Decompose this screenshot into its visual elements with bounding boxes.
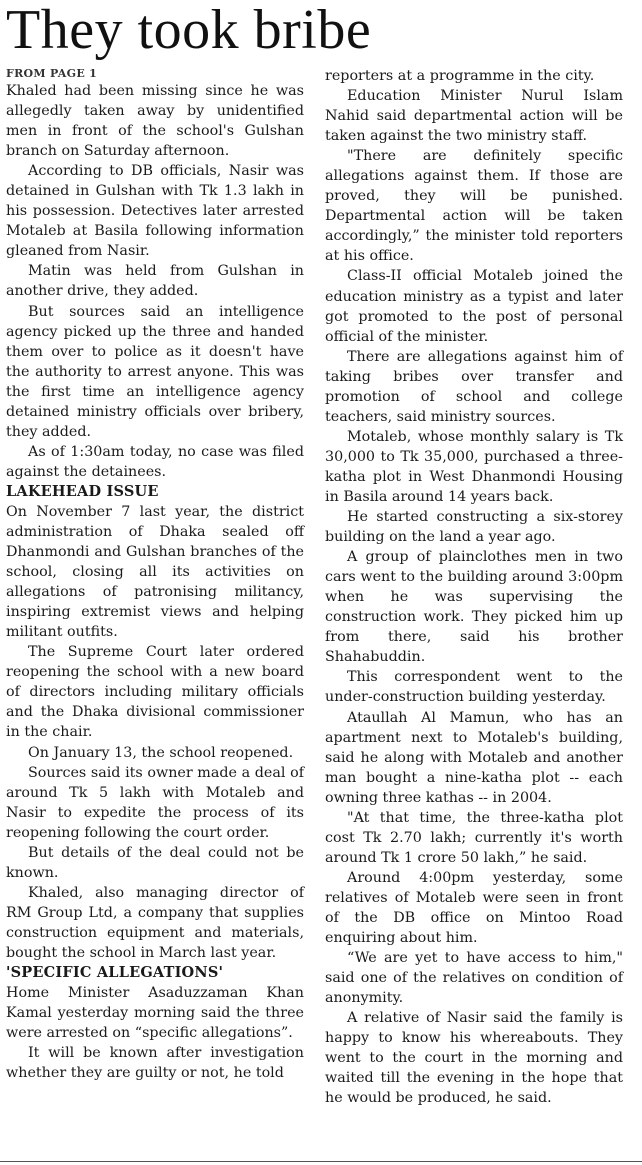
article-paragraph: But sources said an intelligence agency picked up the three and handed them over to police as it doesn't have the authority to arrest anyone. This was the first time an intelligence agency detained ministry officials over bribery, they added. bbox=[6, 303, 304, 440]
article-paragraph: As of 1:30am today, no case was filed against the detainees. bbox=[6, 443, 304, 480]
article-paragraph: Class-II official Motaleb joined the education ministry as a typist and later got promoted to the post of personal official of the minister. bbox=[325, 268, 623, 345]
article-paragraph: There are allegations against him of taking bribes over transfer and promotion of school and college teachers, said ministry sources. bbox=[325, 348, 623, 425]
article-paragraph: Ataullah Al Mamun, who has an apartment next to Motaleb's building, said he along with Motaleb and another man bought a nine-katha plot -- each owning three kathas -- in 2004. bbox=[325, 709, 623, 806]
article-paragraph: "There are definitely specific allegations against them. If those are proved, they will be punished. Departmental action will be taken accordingly,” the minister told reporters at his office. bbox=[325, 148, 623, 265]
article-paragraph: According to DB officials, Nasir was detained in Gulshan with Tk 1.3 lakh in his possession. Detectives later arrested Motaleb at Basila following information gleaned from Nasir. bbox=[6, 163, 304, 260]
right-column bbox=[325, 66, 623, 1108]
headline: They took bribe bbox=[6, 0, 372, 61]
article-paragraph: Education Minister Nurul Islam Nahid said departmental action will be taken against the two ministry staff. bbox=[325, 88, 623, 145]
article-paragraph: A relative of Nasir said the family is happy to know his whereabouts. They went to the court in the morning and waited till the evening in the hope that he would be produced, he said. bbox=[325, 1010, 623, 1107]
article-paragraph: Khaled had been missing since he was allegedly taken away by unidentified men in front of the school's Gulshan branch on Saturday afternoon. bbox=[6, 83, 304, 160]
article-paragraph: A group of plainclothes men in two cars went to the building around 3:00pm when he was supervising the construction work. They picked him up from there, said his brother Shahabuddin. bbox=[325, 549, 623, 666]
article-paragraph: Motaleb, whose monthly salary is Tk 30,000 to Tk 35,000, purchased a three-katha plot in West Dhanmondi Housing in Basila around 14 years back. bbox=[325, 428, 623, 505]
article-paragraph: He started constructing a six-storey building on the land a year ago. bbox=[325, 509, 623, 546]
article-paragraph: It will be known after investigation whether they are guilty or not, he told bbox=[6, 1045, 304, 1082]
continued-from-kicker: FROM PAGE 1 bbox=[6, 67, 98, 80]
article-paragraph: Home Minister Asaduzzaman Khan Kamal yesterday morning said the three were arrested on “specific allegations”. bbox=[6, 985, 304, 1042]
bottom-rule bbox=[0, 1161, 642, 1162]
article-paragraph: Matin was held from Gulshan in another drive, they added. bbox=[6, 263, 304, 300]
section-subhead: 'SPECIFIC ALLEGATIONS' bbox=[6, 964, 224, 982]
left-column-body bbox=[6, 81, 304, 1083]
article-paragraph: On January 13, the school reopened. bbox=[28, 744, 294, 761]
article-paragraph: reporters at a programme in the city. bbox=[325, 68, 595, 84]
article-paragraph: Khaled, also managing director of RM Group Ltd, a company that supplies construction equipment and materials, bought the school in March last year. bbox=[6, 884, 304, 961]
article-paragraph: “We are yet to have access to him," said one of the relatives on condition of anonymity. bbox=[325, 950, 623, 1007]
section-subhead: LAKEHEAD ISSUE bbox=[6, 482, 159, 500]
article-paragraph: But details of the deal could not be known. bbox=[6, 844, 304, 881]
article-paragraph: Sources said its owner made a deal of around Tk 5 lakh with Motaleb and Nasir to expedite the process of its reopening following the court order. bbox=[6, 764, 304, 841]
article-paragraph: On November 7 last year, the district administration of Dhaka sealed off Dhanmondi and Gulshan branches of the school, closing all its activities on allegations of patronising militancy, inspiring extremist views and helping militant outfits. bbox=[6, 503, 304, 641]
article-paragraph: "At that time, the three-katha plot cost Tk 2.70 lakh; currently it's worth around Tk 1 crore 50 lakh,” he said. bbox=[325, 809, 623, 866]
right-column-body bbox=[325, 66, 623, 1108]
left-column bbox=[6, 66, 304, 1083]
article-paragraph: The Supreme Court later ordered reopening the school with a new board of directors including military officials and the Dhaka divisional commissioner in the chair. bbox=[6, 644, 304, 741]
article-paragraph: Around 4:00pm yesterday, some relatives of Motaleb were seen in front of the DB office on Mintoo Road enquiring about him. bbox=[325, 869, 623, 947]
article-paragraph: This correspondent went to the under-construction building yesterday. bbox=[325, 669, 623, 706]
